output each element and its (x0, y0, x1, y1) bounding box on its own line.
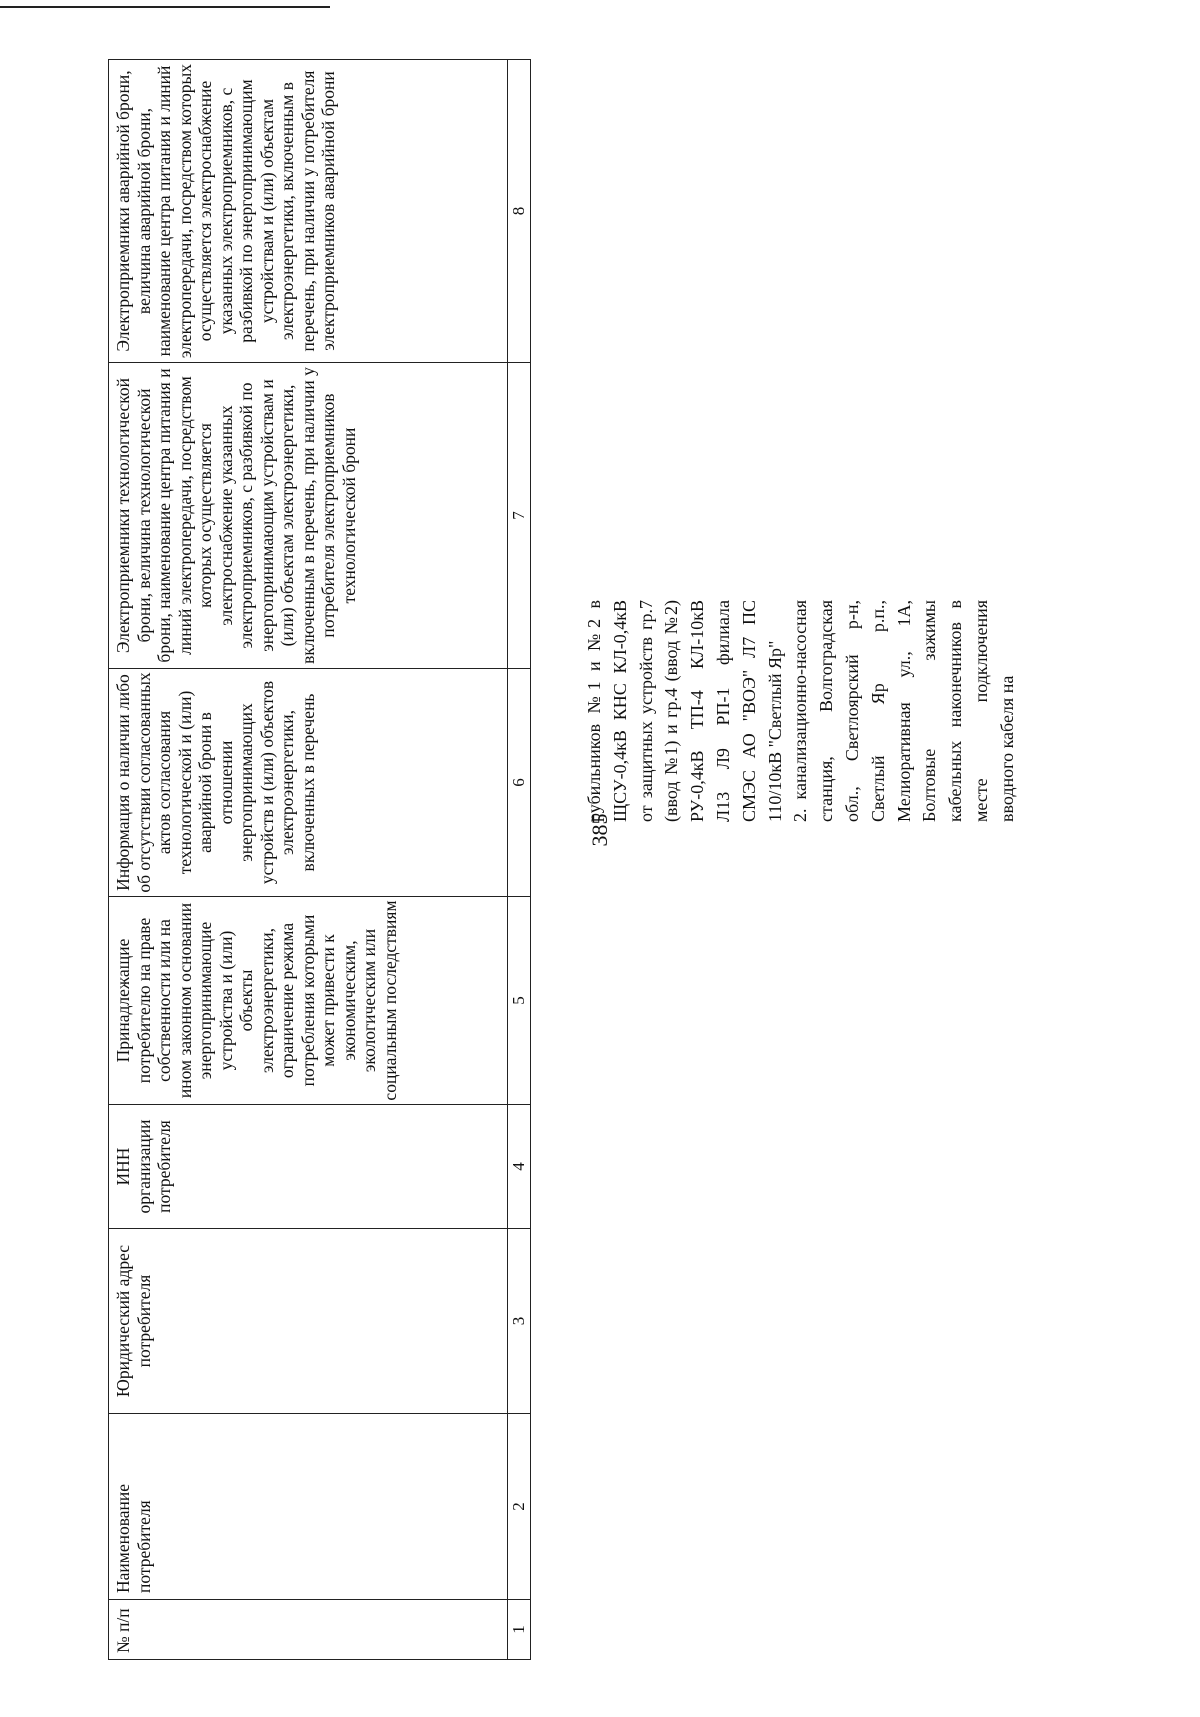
header-rule (0, 6, 330, 8)
column-number: 6 (508, 669, 531, 897)
header-power-receivers: Принадлежащие потребителю на праве собственности или на ином законном основании энергопринимающие устройства и (или) объекты электроэнергетики, ограничение режима потребления которыми может привести к экономическим, экологическим или социальным последствиям (109, 897, 508, 1105)
column-number: 2 (508, 1414, 531, 1600)
column-number: 7 (508, 363, 531, 669)
column-number: 3 (508, 1229, 531, 1414)
table-column-number-row (508, 60, 531, 1660)
header-emergency-reserve: Электроприемники аварийной брони, величина аварийной брони, наименование центра питания и линий электропередачи, посредством которых осуществляется электроснабжение указанных электроприемников, с разбивкой по энергопринимающим устройствам и (или) объектам электроэнергетики, включенным в перечень, при наличии у потребителя электроприемников аварийной брони (109, 60, 508, 363)
column-number: 8 (508, 60, 531, 363)
header-technological-reserve: Электроприемники технологической брони, величина технологической брони, наименование центра питания и линий электропередачи, посредством которых осуществляется электроснабжение указанных электроприемников, с разбивкой по энергопринимающим устройствам и (или) объектам электроэнергетики, включенным в перечень, при наличии у потребителя электроприемников технологической брони (109, 363, 508, 669)
reservation-table (108, 59, 531, 1660)
header-agreement-info: Информация о наличии либо об отсутствии согласованных актов согласования технологической и (или) аварийной брони в отношении энергопринимающих устройств и (или) объектов электроэнергетики, включенных в перечень (109, 669, 508, 897)
column-number: 4 (508, 1105, 531, 1229)
column5-continuation-text: рубильников №1 и №2 в ЩСУ-0,4кВ КНС КЛ-0,4кВ от защитных устройств гр.7 (ввод №1) и гр.4 (ввод №2) РУ-0,4кВ ТП-4 КЛ-10кВ Л13 Л9 РП-1 филиала СМЭС АО "ВОЭ" Л7 ПС 110/10кВ "Светлый Яр" 2. канализационно-насосная станция, Волгоградская обл., Светлоярский р-н, Светлый Яр р.п., Мелиоративная ул., 1А, Болтовые зажимы кабельных наконечников в месте подключения вводного кабеля на (584, 600, 1017, 822)
column-number: 1 (508, 1600, 531, 1660)
header-legal-address: Юридический адрес потребителя (109, 1229, 508, 1414)
header-inn: ИНН организации потребителя (109, 1105, 508, 1229)
header-consumer-name: Наименование потребителя (109, 1414, 508, 1600)
rotated-page-content (108, 60, 1017, 1660)
header-row-number: № п/п (109, 1600, 508, 1660)
column-number: 5 (508, 897, 531, 1105)
table-header-row (109, 60, 508, 1660)
page-number: 385 (587, 813, 612, 847)
